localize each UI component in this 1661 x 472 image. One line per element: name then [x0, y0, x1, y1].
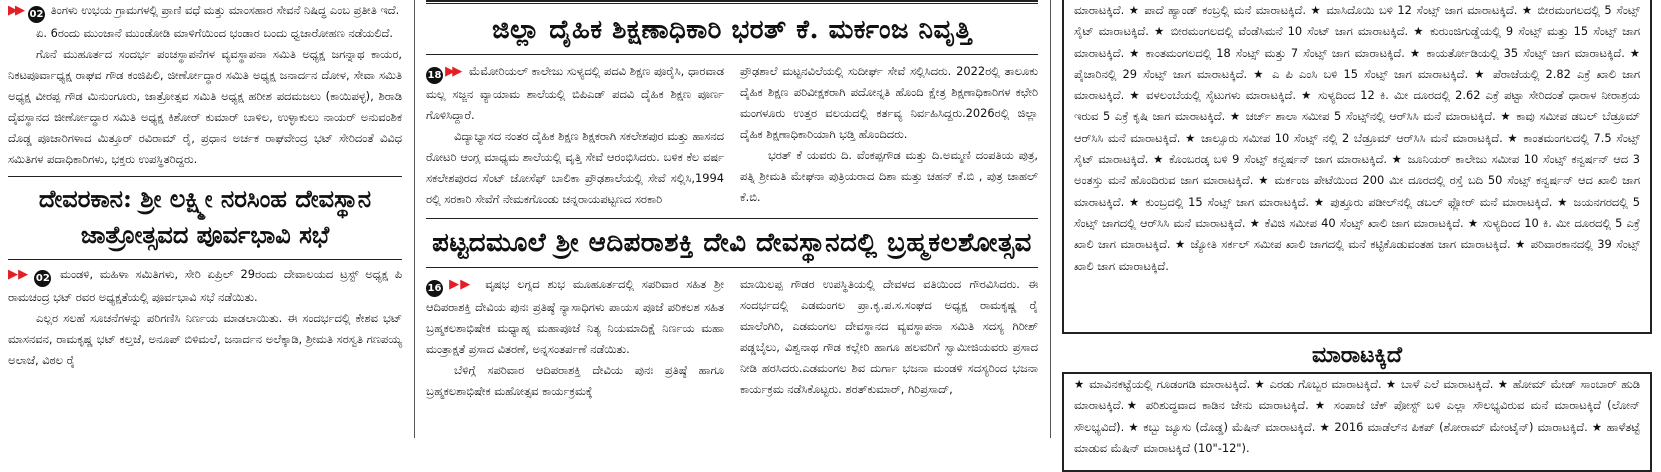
top-rule — [426, 0, 1038, 4]
column-divider — [1050, 0, 1051, 438]
column-divider — [414, 0, 415, 438]
paragraph: ಏ. 6ರಂದು ಮುಂಜಾನೆ ಮುಂಡೋಡಿ ಮಾಳಿಗೆಯಿಂದ ಭಂಡಾರ ಬಂದು ಧ್ವಜಾರೋಹಣ ನಡೆಯಲಿದೆ. — [36, 26, 393, 40]
headline: ಪಟ್ಟದಮೂಲೆ ಶ್ರೀ ಆದಿಪರಾಶಕ್ತಿ ದೇವಿ ದೇವಸ್ಥಾನದಲ್ಲಿ ಬ್ರಹ್ಮಕಲಶೋತ್ಸವ — [432, 228, 1032, 258]
classifieds-box — [1062, 372, 1652, 472]
article-body — [8, 264, 402, 308]
paragraph: ಪ್ರೌಢಶಾಲೆ ಮಟ್ಟನವಿಲೆಯಲ್ಲಿ ಸುದೀರ್ಘ ಸೇವೆ ಸಲ್ಲಿಸಿದರು. 2022ರಲ್ಲಿ ತಾಲೂಕು ದೈಹಿಕ ಶಿಕ್ಷಣ ಪರಿವೀಕ್ಷಕರಾಗಿ ಪದೋನ್ನತಿ ಹೊಂದಿ ಕ್ಷೇತ್ರ ಶಿಕ್ಷಣಾಧಿಕಾರಿಗಳ ಕಛೇರಿ ಮಂಗಳೂರು ಉತ್ತರ ವಲಯದಲ್ಲಿ ಕರ್ತವ್ಯ ನಿರ್ವಹಿಸಿದ್ದರು.2026ರಲ್ಲಿ ಜಿಲ್ಲಾ ದೈಹಿಕ ಶಿಕ್ಷಣಾಧಿಕಾರಿಯಾಗಿ ಭಡ್ತಿ ಹೊಂದಿದರು. — [740, 64, 1038, 141]
continued-arrows-icon: ▶▶ — [445, 277, 472, 292]
page-badge: 18 — [426, 67, 443, 84]
classifieds-heading: ಮಾರಾಟಕ್ಕಿದೆ — [1312, 342, 1402, 368]
paragraph: ಗೊನೆ ಮುಹೂರ್ತದ ಸಂದರ್ಭ ಪಂಚಸ್ಥಾಪನೆಗಳ ವ್ಯವಸ್ಥಾಪನಾ ಸಮಿತಿ ಅಧ್ಯಕ್ಷ ಜಗನ್ನಾಥ ಕಾಯರ, ನಿಕಟಪೂರ್ವಾಧ್ಯಕ್ಷ ರಾಘವ ಗೌಡ ಕಂಜಿಪಿಲಿ, ಜೀರ್ಣೋದ್ಧಾರ ಸಮಿತಿ ಅಧ್ಯಕ್ಷ ಜನಾರ್ದನ ದೋಳ, ಸೇವಾ ಸಮಿತಿ ಅಧ್ಯಕ್ಷ ವೀರಪ್ಪ ಗೌಡ ಮಿನುಂಗೂರು, ಜಾತ್ರೋತ್ಸವ ಸಮಿತಿ ಅಧ್ಯಕ್ಷ ಹರೀಶ ಪದಮಜಲು (ಕಾಯಿಪಳ್ಳ), ಶಿರಾಡಿ ದೈವಸ್ಥಾನದ ಜೀರ್ಣೋದ್ಧಾರ ಸಮಿತಿ ಅಧ್ಯಕ್ಷ ಕಿಶೋರ್ ಕುಮಾರ್ ಬಾಳಿಲ, ಉಳ್ಳಾಕುಲು ನಾಯರ್ ಅನುವಂಶಿಕ ದೊಡ್ಡ ಪೂಜಾರಿಗಳಾದ ಮಿತ್ತೂರ್ ರವಿರಾಮ್ ರೈ, ಪ್ರಧಾನ ಅರ್ಚಕ ರಾಘವೇಂದ್ರ ಭಟ್ ಸೇರಿದಂತೆ ವಿವಿಧ ಸಮಿತಿಗಳ ಪದಾಧಿಕಾರಿಗಳು, ಭಕ್ತರು ಉಪಸ್ಥಿತರಿದ್ದರು. — [8, 47, 402, 166]
paragraph: ಎಲ್ಲರ ಸಲಹೆ ಸೂಚನೆಗಳನ್ನು ಪರಿಗಣಿಸಿ ನಿರ್ಣಯ ಮಾಡಲಾಯಿತು. ಈ ಸಂದರ್ಭದಲ್ಲಿ ಕೇಶವ ಭಟ್ ಮಾಸನವನ, ರಾಮಕೃಷ್ಣ ಭಟ್ ಕಲ್ತಜೆ, ಅನೂಪ್ ಬಿಳಿಮಲೆ, ಜನಾರ್ದನ ಅಲೆಕ್ಕಾಡಿ, ಶ್ರೀಮತಿ ಸರಸ್ವತಿ ಗಣಪಯ್ಯ ಅಲಾಜೆ, ವಿಠಲ ರೈ — [8, 311, 402, 367]
article-continuation — [8, 0, 402, 23]
page-badge: 16 — [426, 280, 443, 297]
continued-arrows-icon: ▶▶ — [445, 64, 460, 79]
article-divider — [8, 176, 402, 177]
column-middle — [426, 0, 1038, 438]
article-body — [426, 61, 1038, 210]
page-badge: 02 — [34, 270, 51, 287]
paragraph: ಬೆಳಿಗ್ಗೆ ಸಪರಿವಾರ ಆದಿಪರಾಶಕ್ತಿ ದೇವಿಯ ಪುನಃ ಪ್ರತಿಷ್ಠೆ ಹಾಗೂ ಬ್ರಹ್ಮಕಲಶಾಭಿಷೇಕ ಮಹೋತ್ಸವ ಕಾರ್ಯಕ್ರಮಕ್ಕೆ — [426, 363, 724, 398]
paragraph: ಭರತ್ ಕೆ ಯವರು ದಿ. ವೆಂಕಪ್ಪಗೌಡ ಮತ್ತು ದಿ.ಅಮ್ಮಣಿ ದಂಪತಿಯ ಪುತ್ರ, ಪತ್ನಿ ಶ್ರೀಮತಿ ಮೇಘನಾ ಪುತ್ರಿಯರಾದ ದಿಶಾ ಮತ್ತು ಚಹನ್ ಕೆ.ಬಿ , ಪುತ್ರ ಚಾಹಲ್ ಕೆ.ಬಿ. — [740, 148, 1038, 204]
classified-listings: ಮಾರಾಟಕ್ಕಿದೆ. ★ ಪಾದೆ ಹ್ಯಾಂಡ್ ಕಂಬ್ರಲ್ಲಿ ಮನೆ ಮಾರಾಟಕ್ಕಿದೆ. ★ ಮಾಸಿದೊಯಿ ಬಳಿ 12 ಸೆಂಟ್ಸ್ ಜಾಗ ಮಾರಾಟಕ್ಕಿದೆ. ★ ಬೀರಮಂಗಲದಲ್ಲಿ 5 ಸೆಂಟ್ಸ್ ಸೈಟ್ ಮಾರಾಟಕ್ಕಿದೆ. ★ ಬೀರಮಂಗಲದಲ್ಲಿ ವೆಂಡೆಸಿಮನೆ 10 ಸೆಂಟ್ ಜಾಗ ಮಾರಾಟಕ್ಕಿದೆ. ★ ಕುರುಂಜಿಗುಡ್ಡೆಯಲ್ಲಿ 9 ಸೆಂಟ್ಸ್ ಮತ್ತು 15 ಸೆಂಟ್ಸ್ ಜಾಗ ಮಾರಾಟಕ್ಕಿದೆ. ★ ಕಾಂತಮಂಗಲದಲ್ಲಿ 18 ಸೆಂಟ್ಸ್ ಮತ್ತು 7 ಸೆಂಟ್ಸ್ ಜಾಗ ಮಾರಾಟಕ್ಕಿದೆ. ★ ಕಾಯರ್ತೋಡಿಯಲ್ಲಿ 35 ಸೆಂಟ್ಸ್ ಜಾಗ ಮಾರಾಟಕ್ಕಿದೆ. ★ ಪೈಚಾರಿನಲ್ಲಿ 29 ಸೆಂಟ್ಸ್ ಜಾಗ ಮಾರಾಟಕ್ಕಿದೆ. ★ ಎ ಪಿ ಎಂಸಿ ಬಳಿ 15 ಸೆಂಟ್ಸ್ ಜಾಗ ಮಾರಾಟಕ್ಕಿದೆ. ★ ಪೆರಾಜೆಯಲ್ಲಿ 2.82 ಎಕ್ರೆ ಖಾಲಿ ಜಾಗ ಮಾರಾಟಕ್ಕಿದೆ. ★ ವಳಲಂಬೆಯಲ್ಲಿ ಸೈಟುಗಳು ಮಾರಾಟಕ್ಕಿದೆ. ★ ಸುಳ್ಯದಿಂದ 12 ಕಿ. ಮೀ ದೂರದಲ್ಲಿ 2.62 ಎಕ್ರೆ ಪಟ್ಟಾ ಸೇರಿದಂತೆ ಧಾರಾಳ ನೀರಾಶ್ರಯ ಇರುವ 5 ಎಕ್ರೆ ಕೃಷಿ ಜಾಗ ಮಾರಾಟಕ್ಕಿದೆ. ★ ಚರ್ಚ್ ಶಾಲಾ ಸಮೀಪ 5 ಸೆಂಟ್ಸ್‌ನಲ್ಲಿ ಆರ್‌ಸಿಸಿ ಮನೆ ಮಾರಾಟಕ್ಕಿದೆ. ★ ಕಾವು ಸಮೀಪ ಡಬಲ್ ಬೆಡ್ರೂಮ್ ಆರ್‌ಸಿಸಿ ಮನೆ ಮಾರಾಟಕ್ಕಿದೆ. ★ ಜಾಲ್ಸೂರು ಸಮೀಪ 10 ಸೆಂಟ್ಸ್ ನಲ್ಲಿ 2 ಬೆಡ್ರೂಮ್ ಆರ್‌ಸಿಸಿ ಮನೆ ಮಾರಾಟಕ್ಕಿದೆ. ★ ಕಾಂತಮಂಗಲದಲ್ಲಿ 7.5 ಸೆಂಟ್ಸ್ ಸೈಟ್ ಮಾರಾಟಕ್ಕಿದೆ. ★ ಕೊಂಬರಡ್ಕ ಬಳಿ 9 ಸೆಂಟ್ಸ್ ಕನ್ವರ್ಷನ್ ಜಾಗ ಮಾರಾಟಕ್ಕಿದೆ. ★ ಜೂನಿಯರ್ ಕಾಲೇಜು ಸಮೀಪ 10 ಸೆಂಟ್ಸ್ ಕನ್ವರ್ಷನ್ ಆದ 3 ಅಂತಸ್ತು ಮನೆ ಹೊಂದಿರುವ ಜಾಗ ಮಾರಾಟಕ್ಕಿದೆ. ★ ಮರ್ಕಂಜ ಪೇಟೆಯಿಂದ 200 ಮೀ ದೂರದಲ್ಲಿ ರಸ್ತೆ ಬದಿ 50 ಸೆಂಟ್ಸ್ ಕನ್ವರ್ಷನ್ ಆದ ಖಾಲಿ ಜಾಗ ಮಾರಾಟಕ್ಕಿದೆ. ★ ಕುಂಬ್ರದಲ್ಲಿ 15 ಸೆಂಟ್ಸ್ ಜಾಗ ಮಾರಾಟಕ್ಕಿದೆ. ★ ಪುತ್ತೂರು ಪಡೀಲ್‌ನಲ್ಲಿ ಡಬಲ್ ಫ್ಲೋರ್ ಮನೆ ಮಾರಾಟಕ್ಕಿದೆ. ★ ಜಯನಗರದಲ್ಲಿ 5 ಸೆಂಟ್ಸ್ ಜಾಗದಲ್ಲಿ ಆರ್‌ಸಿಸಿ ಮನೆ ಮಾರಾಟಕ್ಕಿದೆ. ★ ಕೆವಿಜಿ ಸಮೀಪ 40 ಸೆಂಟ್ಸ್ ಖಾಲಿ ಜಾಗ ಮಾರಾಟಕ್ಕಿದೆ. ★ ಸುಳ್ಯದಿಂದ 10 ಕಿ. ಮೀ ದೂರದಲ್ಲಿ 5 ಎಕ್ರೆ ಖಾಲಿ ಜಾಗ ಮಾರಾಟಕ್ಕಿದೆ. ★ ಜ್ಯೋತಿ ಸರ್ಕಲ್ ಸಮೀಪ ಖಾಲಿ ಜಾಗದಲ್ಲಿ ಮನೆ ಕಟ್ಟಿಕೊಡುವಂತಹ ಜಾಗ ಮಾರಾಟಕ್ಕಿದೆ. ★ ಪರಿವಾರಕಾನದಲ್ಲಿ 39 ಸೆಂಟ್ಸ್ ಖಾಲಿ ಜಾಗ ಮಾರಾಟಕ್ಕಿದೆ. — [1074, 3, 1640, 273]
classified-listings: ★ ಮಾವಿನಕಟ್ಟೆಯಲ್ಲಿ ಗೂಡಂಗಡಿ ಮಾರಾಟಕ್ಕಿದೆ. ★ ಎರಡು ಗೊಬ್ಬರ ಮಾರಾಟಕ್ಕಿದೆ. ★ ಬಾಳೆ ಎಲೆ ಮಾರಾಟಕ್ಕಿದೆ. ★ ಹೋಮ್ ಮೇಡ್ ಸಾಂಬಾರ್ ಹುಡಿ ಮಾರಾಟಕ್ಕಿದೆ.★ ಪರಿಶುದ್ಧವಾದ ಕಾಡಿನ ಜೇನು ಮಾರಾಟಕ್ಕಿದೆ. ★ ಸಂಪಾಜೆ ಚೆಕ್ ಪೋಸ್ಟ್ ಬಳಿ ಎಲ್ಲಾ ಸೌಲಭ್ಯವಿರುವ ಮನೆ ಮಾರಾಟಕ್ಕಿದೆ (ಲೋನ್ ಸೌಲಭ್ಯವಿದೆ). ★ ಕಬ್ಬು ಜ್ಯೂಸು (ದೊಡ್ಡ) ಮೆಷಿನ್ ಮಾರಾಟಕ್ಕಿದೆ. ★ 2016 ಮಾಡೆಲ್‌ನ ಪಿಕಪ್ (ಶೋರಾಮ್ ಮೇಂಟೈನ್) ಮಾರಾಟಕ್ಕಿದೆ. ★ ಹಾಳೆತಟ್ಟೆ ಮಾಡುವ ಮೆಷಿನ್ ಮಾರಾಟಕ್ಕಿದೆ (10"-12"). — [1074, 377, 1640, 455]
headline-underline — [8, 259, 402, 260]
article-body — [426, 274, 1038, 402]
continued-arrows-icon: ▶▶ — [8, 267, 29, 282]
paragraph: ಮಾಯಿಲಪ್ಪ ಗೌಡರ ಉಪಸ್ಥಿತಿಯಲ್ಲಿ ದೇವಳದ ವತಿಯಿಂದ ಗೌರವಿಸಿದರು. ಈ ಸಂದರ್ಭದಲ್ಲಿ ಎಡಮಂಗಲ ಪ್ರಾ.ಕೃ.ಪ.ಸ.ಸಂಘದ ಅಧ್ಯಕ್ಷ ರಾಮಕೃಷ್ಣ ರೈ ಮಾಲೆಂಗಿರಿ, ಎಡಮಂಗಲ ದೇವಸ್ಥಾನದ ವ್ಯವಸ್ಥಾಪನಾ ಸಮಿತಿ ಸದಸ್ಯ ಗಿರೀಶ್ ಪಡ್ಡಬೈಲು, ವಿಶ್ವನಾಥ ಗೌಡ ಕಲ್ಲೇರಿ ಹಾಗೂ ಹಲವರಿಗೆ ಸ್ವಾಮೀಜಿಯವರು ಪ್ರಸಾದ ನೀಡಿ ಹರಸಿದರು.ಎಡಮಂಗಲ ಶಿವ ದುರ್ಗಾ ಭಜನಾ ಮಂಡಳಿ ಸದಸ್ಯರಿಂದ ಭಜನಾ ಕಾರ್ಯಕ್ರಮ ನಡೆಸಿಕೊಟ್ಟರು. ಶರತ್‌ಕುಮಾರ್, ಗಿರಿಪ್ರಸಾದ್, — [740, 277, 1038, 396]
headline-underline — [426, 54, 1038, 55]
article-divider — [426, 218, 1038, 219]
paragraph: ತಿಂಗಳು ಉಭಯ ಗ್ರಾಮಗಳಲ್ಲಿ ಪ್ರಾಣಿ ವಧೆ ಮತ್ತು ಮಾಂಸಹಾರ ಸೇವನೆ ನಿಷಿದ್ಧ ಎಂಬ ಪ್ರತೀತಿ ಇದೆ. — [50, 3, 400, 17]
continued-arrows-icon: ▶▶ — [8, 3, 22, 18]
paragraph: ಮೆಮೋರಿಯಲ್ ಕಾಲೇಜು ಸುಳ್ಯದಲ್ಲಿ ಪದವಿ ಶಿಕ್ಷಣ ಪೂರೈಸಿ, ಧಾರವಾಡ ಮಲ್ಲ ಸಜ್ಜನ ವ್ಯಾಯಾಮ ಶಾಲೆಯಲ್ಲಿ ಬಿಪಿಎಡ್ ಪದವಿ ದೈಹಿಕ ಶಿಕ್ಷಣ ಪೂರ್ಣ ಗೊಳಿಸಿದ್ದಾರೆ. — [426, 64, 724, 122]
headline: ಜಿಲ್ಲಾ ದೈಹಿಕ ಶಿಕ್ಷಣಾಧಿಕಾರಿ ಭರತ್ ಕೆ. ಮರ್ಕಂಜ ನಿವೃತ್ತಿ — [492, 15, 972, 45]
headline: ದೇವರಕಾನ: ಶ್ರೀ ಲಕ್ಷ್ಮೀ ನರಸಿಂಹ ದೇವಸ್ಥಾನ ಜಾತ್ರೋತ್ಸವದ ಪೂರ್ವಭಾವಿ ಸಭೆ — [38, 184, 372, 249]
column-left — [8, 0, 402, 438]
paragraph: ವಿದ್ಯಾಭ್ಯಾಸದ ನಂತರ ದೈಹಿಕ ಶಿಕ್ಷಣ ಶಿಕ್ಷಕರಾಗಿ ಸಕಲೇಶಪುರ ಮತ್ತು ಹಾಸನದ ರೋಟರಿ ಆಂಗ್ಲ ಮಾಧ್ಯಮ ಶಾಲೆಯಲ್ಲಿ ವೃತ್ತಿ ಸೇವೆ ಆರಂಭಿಸಿದರು. ಬಳಿಕ ಕೆಲ ವರ್ಷ ಸಕಲೇಶಪುರದ ಸೆಂಟ್ ಜೋಸೆಫ್ ಬಾಲಿಕಾ ಪ್ರೌಢಶಾಲೆಯಲ್ಲಿ ಸೇವೆ ಸಲ್ಲಿಸಿ,1994 ರಲ್ಲಿ ಸರಕಾರಿ ಸೇವೆಗೆ ನೇಮಕಗೊಂಡು ಚನ್ನರಾಯಪಟ್ಟಣದ ಸರಕಾರಿ — [426, 129, 724, 206]
paragraph: ವೃಷಭ ಲಗ್ನದ ಶುಭ ಮೂಹೂರ್ತದಲ್ಲಿ ಸಪರಿವಾರ ಸಹಿತ ಶ್ರೀ ಆದಿಪರಾಶಕ್ತಿ ದೇವಿಯ ಪುನಃ ಪ್ರತಿಷ್ಠೆ ನ್ಯಾಸಾಧಿಗಳು ಪಾಯಸ ಪೂಜೆ ಪರಿಕಲಶ ಸಹಿತ ಬ್ರಹ್ಮಕಲಶಾಭಿಷೇಕ ಮಧ್ಯಾಹ್ನ ಮಹಾಪೂಜೆ ನಿತ್ಯ ನಿಯಮಾದಿಕ್ಷೆ ನಿರ್ಣಯ ಮಹಾ ಮಂತ್ರಾಕ್ಷತೆ ಪ್ರಸಾದ ವಿತರಣೆ, ಅನ್ನಸಂತರ್ಪಣೆ ನಡೆಯಿತು. — [426, 277, 724, 356]
page-badge: 02 — [28, 6, 45, 23]
classifieds-box — [1062, 0, 1652, 334]
headline-underline — [426, 267, 1038, 268]
column-classifieds — [1062, 0, 1652, 455]
paragraph: ಮಂಡಳಿ, ಮಹಿಳಾ ಸಮಿತಿಗಳು, ಸೇರಿ ಏಪ್ರಿಲ್ 29ರಂದು ದೇವಾಲಯದ ಟ್ರಸ್ಟ್ ಅಧ್ಯಕ್ಷ ಪಿ ರಾಮಚಂದ್ರ ಭಟ್ ರವರ ಅಧ್ಯಕ್ಷತೆಯಲ್ಲಿ ಪೂರ್ವಭಾವಿ ಸಭೆ ನಡೆಯಿತು. — [8, 267, 402, 304]
